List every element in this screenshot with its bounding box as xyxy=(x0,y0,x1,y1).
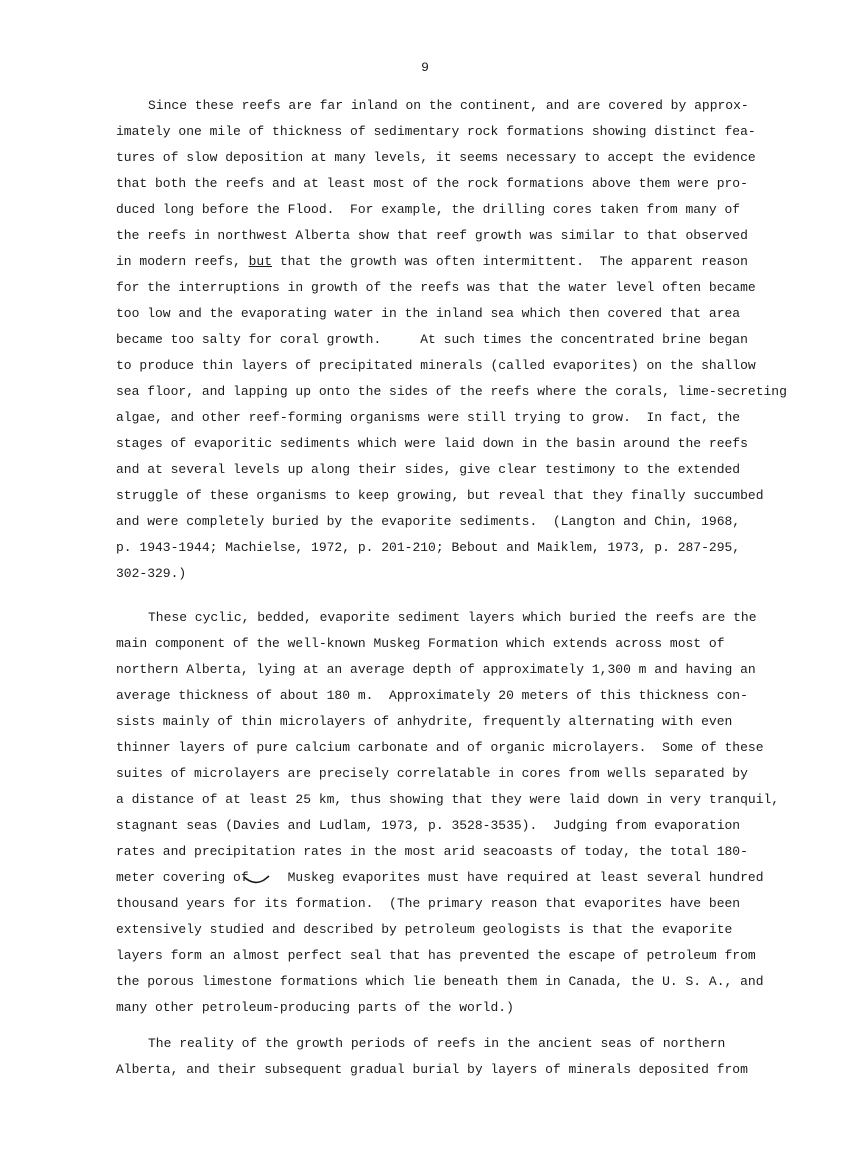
text-line: The reality of the growth periods of reefs in the ancient seas of northern xyxy=(148,1036,726,1051)
text-line: northern Alberta, lying at an average depth of approximately 1,300 m and having an xyxy=(116,662,756,677)
text-line: duced long before the Flood. For example, the drilling cores taken from many of xyxy=(116,202,741,217)
text-line: meter covering of Muskeg evaporites must have required at least several hundred xyxy=(116,870,764,885)
text-segment: in modern reefs, xyxy=(116,254,249,269)
text-line: These cyclic, bedded, evaporite sediment layers which buried the reefs are the xyxy=(148,610,757,625)
text-line: and were completely buried by the evaporite sediments. (Langton and Chin, 1968, xyxy=(116,514,741,529)
text-line: main component of the well-known Muskeg Formation which extends across most of xyxy=(116,636,725,651)
text-line: thinner layers of pure calcium carbonate and of organic microlayers. Some of these xyxy=(116,740,764,755)
page-number: 9 xyxy=(421,60,429,75)
text-line: 302-329.) xyxy=(116,566,187,581)
text-line: and at several levels up along their sides, give clear testimony to the extended xyxy=(116,462,741,477)
text-line: average thickness of about 180 m. Approximately 20 meters of this thickness con- xyxy=(116,688,748,703)
text-line: suites of microlayers are precisely correlatable in cores from wells separated by xyxy=(116,766,748,781)
underlined-word: but xyxy=(248,254,273,269)
text-line: p. 1943-1944; Machielse, 1972, p. 201-210; Bebout and Maiklem, 1973, p. 287-295, xyxy=(116,540,741,555)
text-line: too low and the evaporating water in the inland sea which then covered that area xyxy=(116,306,741,321)
text-line: algae, and other reef-forming organisms were still trying to grow. In fact, the xyxy=(116,410,741,425)
text-line: thousand years for its formation. (The primary reason that evaporites have been xyxy=(116,896,741,911)
text-line: Since these reefs are far inland on the continent, and are covered by approx- xyxy=(148,98,749,113)
text-line: layers form an almost perfect seal that has prevented the escape of petroleum from xyxy=(116,948,756,963)
text-line: stages of evaporitic sediments which were laid down in the basin around the reefs xyxy=(116,436,748,451)
text-line: to produce thin layers of precipitated minerals (called evaporites) on the shallow xyxy=(116,358,756,373)
text-line: rates and precipitation rates in the most arid seacoasts of today, the total 180- xyxy=(116,844,748,859)
text-line: stagnant seas (Davies and Ludlam, 1973, p. 3528-3535). Judging from evaporation xyxy=(116,818,741,833)
text-line: struggle of these organisms to keep growing, but reveal that they finally succumbed xyxy=(116,488,764,503)
text-line: a distance of at least 25 km, thus showing that they were laid down in very tranquil, xyxy=(116,792,780,807)
handwritten-caret-mark xyxy=(242,872,272,886)
text-line: imately one mile of thickness of sedimentary rock formations showing distinct fea- xyxy=(116,124,756,139)
text-line: many other petroleum-producing parts of the world.) xyxy=(116,1000,514,1015)
text-line: Alberta, and their subsequent gradual burial by layers of minerals deposited from xyxy=(116,1062,748,1077)
text-line: became too salty for coral growth. At such times the concentrated brine began xyxy=(116,332,748,347)
text-line: for the interruptions in growth of the reefs was that the water level often became xyxy=(116,280,756,295)
text-line: tures of slow deposition at many levels, it seems necessary to accept the evidence xyxy=(116,150,756,165)
text-line: extensively studied and described by petroleum geologists is that the evaporite xyxy=(116,922,733,937)
text-line: the reefs in northwest Alberta show that reef growth was similar to that observed xyxy=(116,228,748,243)
text-segment: that the growth was often intermittent. The apparent reason xyxy=(272,254,748,269)
text-line: sea floor, and lapping up onto the sides of the reefs where the corals, lime-secreting xyxy=(116,384,787,399)
text-line: the porous limestone formations which lie beneath them in Canada, the U. S. A., and xyxy=(116,974,764,989)
text-line: sists mainly of thin microlayers of anhydrite, frequently alternating with even xyxy=(116,714,733,729)
text-line: that both the reefs and at least most of the rock formations above them were pro- xyxy=(116,176,748,191)
text-line xyxy=(116,253,748,271)
